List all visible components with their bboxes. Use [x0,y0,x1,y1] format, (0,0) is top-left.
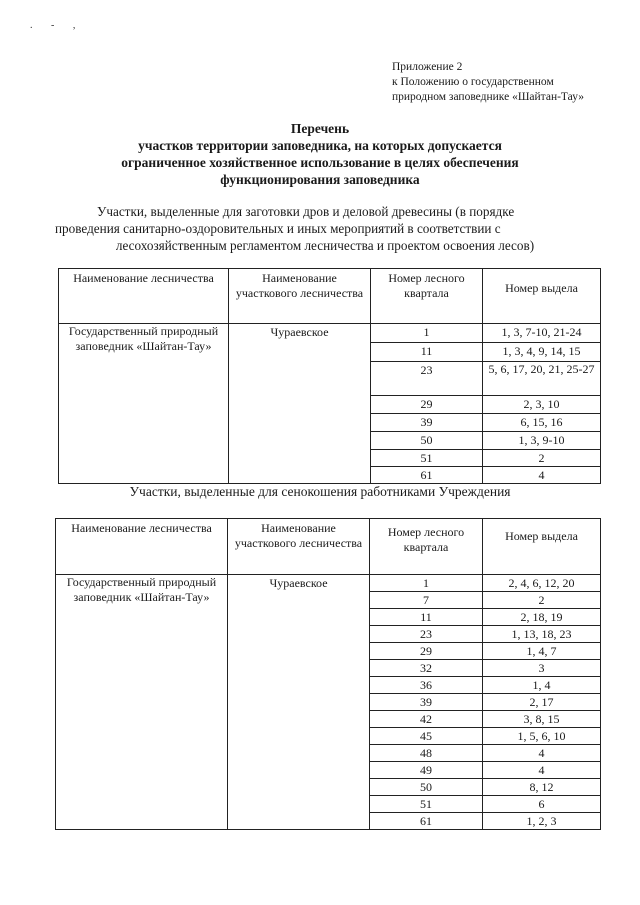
plots-cell: 1, 4, 7 [483,643,601,660]
appendix-line: природном заповеднике «Шайтан-Тау» [392,91,584,103]
title-line: Перечень [290,121,350,136]
quarter-cell: 39 [370,694,483,711]
appendix-line: к Положению о государственном [392,76,554,88]
header-plots: Номер выдела [483,519,601,575]
plots-cell: 5, 6, 17, 20, 21, 25-27 [483,362,601,396]
district-name: Чураевское [229,324,371,484]
quarter-cell: 36 [370,677,483,694]
quarter-cell: 29 [371,396,483,414]
plots-cell: 4 [483,467,601,484]
section1-line: лесохозяйственным регламентом лесничества и проектом освоения лесов) [115,238,535,253]
quarter-cell: 49 [370,762,483,779]
forestry-name: Государственный природный заповедник «Шайтан-Тау» [59,324,229,484]
section1-line: Участки, выделенные для заготовки дров и деловой древесины (в порядке [97,204,515,219]
header-district: Наименование участкового лесничества [229,269,371,324]
plots-cell: 2 [483,450,601,467]
plots-cell: 3, 8, 15 [483,711,601,728]
document-title [0,120,640,188]
header-forestry: Наименование лесничества [59,269,229,324]
quarter-cell: 39 [371,414,483,432]
section1-line: проведения санитарно-оздоровительных и иных мероприятий в соответствии с [55,221,501,236]
quarter-cell: 29 [370,643,483,660]
firewood-table [58,268,601,484]
plots-cell: 1, 2, 3 [483,813,601,830]
appendix-line: Приложение 2 [392,61,463,73]
scan-marks: . - , [30,20,84,31]
plots-cell: 2, 4, 6, 12, 20 [483,575,601,592]
plots-cell: 1, 3, 4, 9, 14, 15 [483,343,601,362]
plots-cell: 1, 13, 18, 23 [483,626,601,643]
plots-cell: 8, 12 [483,779,601,796]
quarter-cell: 7 [370,592,483,609]
quarter-cell: 45 [370,728,483,745]
table-header-row [59,269,601,324]
plots-cell: 4 [483,745,601,762]
header-plots: Номер выдела [483,269,601,324]
appendix-note [392,60,584,105]
plots-cell: 2, 18, 19 [483,609,601,626]
plots-cell: 2 [483,592,601,609]
header-forestry: Наименование лесничества [56,519,228,575]
title-line: функционирования заповедника [220,172,420,187]
quarter-cell: 11 [371,343,483,362]
quarter-cell: 51 [371,450,483,467]
district-name: Чураевское [228,575,370,830]
plots-cell: 1, 3, 9-10 [483,432,601,450]
header-quarter: Номер лесного квартала [371,269,483,324]
table-row [59,324,601,343]
quarter-cell: 61 [371,467,483,484]
plots-cell: 6, 15, 16 [483,414,601,432]
quarter-cell: 51 [370,796,483,813]
quarter-cell: 1 [370,575,483,592]
table-row [56,575,601,592]
plots-cell: 1, 4 [483,677,601,694]
title-line: участков территории заповедника, на которых допускается [138,138,502,153]
plots-cell: 1, 3, 7-10, 21-24 [483,324,601,343]
plots-cell: 2, 3, 10 [483,396,601,414]
plots-cell: 4 [483,762,601,779]
quarter-cell: 11 [370,609,483,626]
quarter-cell: 32 [370,660,483,677]
quarter-cell: 1 [371,324,483,343]
plots-cell: 1, 5, 6, 10 [483,728,601,745]
section1-heading [55,203,595,254]
header-quarter: Номер лесного квартала [370,519,483,575]
quarter-cell: 48 [370,745,483,762]
quarter-cell: 50 [370,779,483,796]
quarter-cell: 42 [370,711,483,728]
quarter-cell: 23 [370,626,483,643]
quarter-cell: 61 [370,813,483,830]
haymaking-table [55,518,601,830]
forestry-name: Государственный природный заповедник «Шайтан-Тау» [56,575,228,830]
quarter-cell: 50 [371,432,483,450]
table-header-row [56,519,601,575]
header-district: Наименование участкового лесничества [228,519,370,575]
section2-heading: Участки, выделенные для сенокошения работниками Учреждения [129,484,511,499]
plots-cell: 2, 17 [483,694,601,711]
quarter-cell: 23 [371,362,483,396]
plots-cell: 6 [483,796,601,813]
title-line: ограниченное хозяйственное использование в целях обеспечения [121,155,519,170]
plots-cell: 3 [483,660,601,677]
